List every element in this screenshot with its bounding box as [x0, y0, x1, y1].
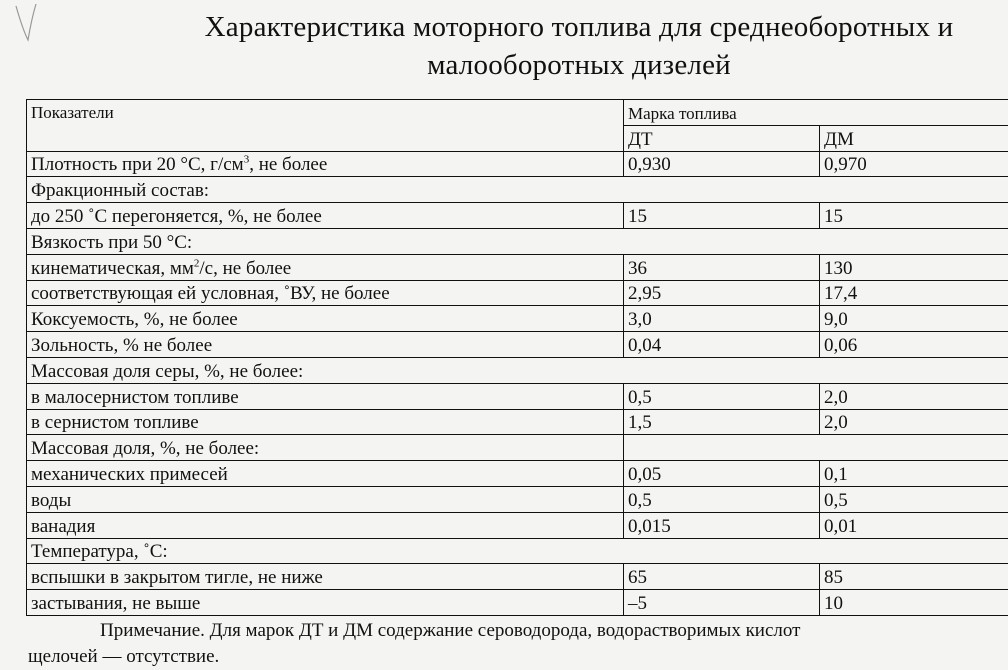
section-row	[27, 228, 1008, 254]
value-dm: 10	[820, 590, 1008, 616]
section-label: Вязкость при 50 °С:	[27, 228, 1008, 254]
value-dm: 0,01	[820, 512, 1008, 538]
section-row	[27, 177, 1008, 203]
value-dm: 2,0	[820, 409, 1008, 435]
table-row	[27, 486, 1008, 512]
section-row	[27, 538, 1008, 564]
header-indicators: Показатели	[27, 100, 624, 152]
value-dt: 0,930	[624, 151, 820, 177]
row-label: в сернистом топливе	[27, 409, 624, 435]
value-dt: –5	[624, 590, 820, 616]
value-dt: 0,5	[624, 383, 820, 409]
row-label: Зольность, % не более	[27, 332, 624, 358]
section-row	[27, 435, 1008, 461]
footnote	[28, 618, 1008, 670]
value-dm: 2,0	[820, 383, 1008, 409]
value-dt: 36	[624, 254, 820, 280]
value-dm: 15	[820, 203, 1008, 229]
value-dt: 65	[624, 564, 820, 590]
table-row	[27, 306, 1008, 332]
value-dt: 0,5	[624, 486, 820, 512]
row-label: воды	[27, 486, 624, 512]
table-row	[27, 409, 1008, 435]
row-label: механических примесей	[27, 461, 624, 487]
value-dm: 0,5	[820, 486, 1008, 512]
title-line-2: малооборотных дизелей	[427, 49, 731, 81]
row-label: застывания, не выше	[27, 590, 624, 616]
value-dt: 15	[624, 203, 820, 229]
row-label: соответствующая ей условная, ˚ВУ, не более	[27, 280, 624, 306]
value-dt: 3,0	[624, 306, 820, 332]
section-label: Температура, ˚С:	[27, 538, 1008, 564]
section-label: Массовая доля серы, %, не более:	[27, 357, 1008, 383]
table-row	[27, 564, 1008, 590]
row-label: вспышки в закрытом тигле, не ниже	[27, 564, 624, 590]
table-row	[27, 590, 1008, 616]
value-dt: 2,95	[624, 280, 820, 306]
fuel-characteristics-table	[26, 99, 1008, 616]
title-line-1: Характеристика моторного топлива для среднеоборотных и	[204, 11, 954, 43]
header-dt: ДТ	[624, 125, 820, 151]
value-dm: 9,0	[820, 306, 1008, 332]
note-line-1: Примечание. Для марок ДТ и ДМ содержание сероводорода, водорастворимых кислот	[100, 620, 801, 641]
value-dm: 0,06	[820, 332, 1008, 358]
table-row	[27, 203, 1008, 229]
value-dm: 0,1	[820, 461, 1008, 487]
document-title	[0, 8, 1008, 84]
value-dm: 0,970	[820, 151, 1008, 177]
row-label: Плотность при 20 °С, $г/см^3$, не более	[27, 151, 624, 177]
table-header-row	[27, 100, 1008, 126]
row-label: до 250 ˚С перегоняется, %, не более	[27, 203, 624, 229]
table-row	[27, 280, 1008, 306]
section-label: Массовая доля, %, не более:	[27, 435, 624, 461]
section-empty-cell	[624, 435, 1008, 461]
value-dm: 130	[820, 254, 1008, 280]
table-row	[27, 151, 1008, 177]
table-row	[27, 512, 1008, 538]
table-row	[27, 332, 1008, 358]
note-line-2: щелочей — отсутствие.	[28, 646, 220, 667]
value-dm: 85	[820, 564, 1008, 590]
table-row	[27, 254, 1008, 280]
value-dt: 0,04	[624, 332, 820, 358]
section-label: Фракционный состав:	[27, 177, 1008, 203]
header-dm: ДМ	[820, 125, 1008, 151]
value-dm: 17,4	[820, 280, 1008, 306]
value-dt: 1,5	[624, 409, 820, 435]
value-dt: 0,015	[624, 512, 820, 538]
table-row	[27, 383, 1008, 409]
value-dt: 0,05	[624, 461, 820, 487]
row-label: кинематическая, $мм^2/с$, не более	[27, 254, 624, 280]
section-row	[27, 357, 1008, 383]
table-row	[27, 461, 1008, 487]
row-label: в малосернистом топливе	[27, 383, 624, 409]
row-label: Коксуемость, %, не более	[27, 306, 624, 332]
header-fuel-brand: Марка топлива	[624, 100, 1008, 126]
row-label: ванадия	[27, 512, 624, 538]
